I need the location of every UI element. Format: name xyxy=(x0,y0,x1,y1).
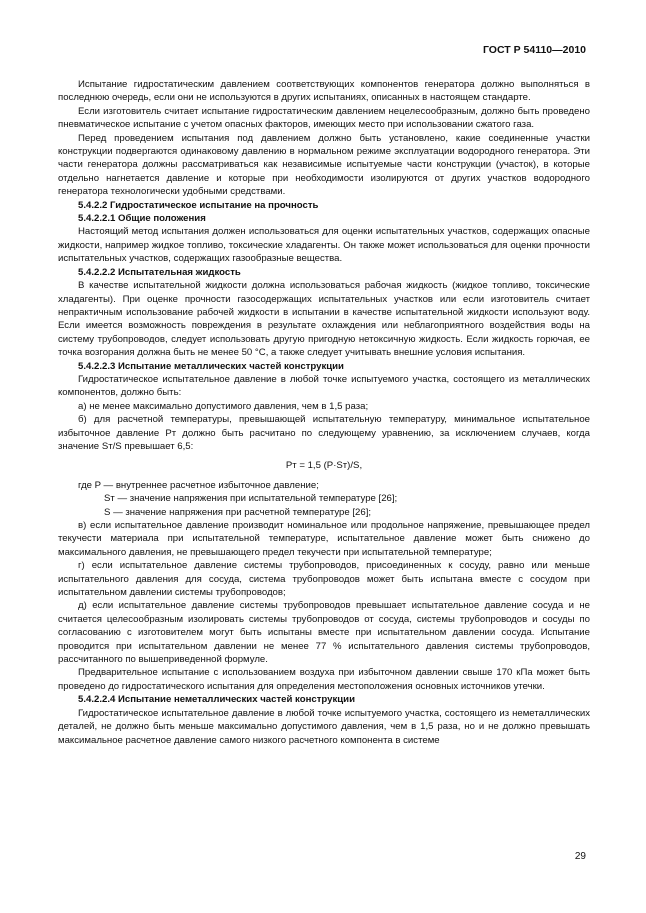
section-heading: 5.4.2.2.1 Общие положения xyxy=(78,213,206,225)
section-heading: 5.4.2.2 Гидростатическое испытание на прочность xyxy=(78,199,319,211)
paragraph: Предварительное испытание с использованием воздуха при избыточном давлении свыше 170 кПа может быть проведено до гидростатического испытания для определения местоположения основных источников утечки. xyxy=(58,667,590,692)
paragraph: Sт — значение напряжения при испытательной температуре [26]; xyxy=(104,493,398,505)
paragraph: S — значение напряжения при расчетной температуре [26]; xyxy=(104,506,372,518)
formula: Pт = 1,5 (P·Sт)/S, xyxy=(285,460,363,472)
document-header: ГОСТ Р 54110—2010 xyxy=(482,44,586,56)
paragraph: б) для расчетной температуры, превышающей испытательную температуру, минимальное испытательное избыточное давление Pт должно быть расчитано по следующему уравнению, за исключением случаев, когда значение Sт/S превышает 6,5: xyxy=(58,414,590,452)
paragraph: где P — внутреннее расчетное избыточное давление; xyxy=(78,479,319,491)
paragraph: а) не менее максимально допустимого давления, чем в 1,5 раза; xyxy=(78,400,369,412)
paragraph: в) если испытательное давление производит номинальное или продольное напряжение, превышающее предел текучести материала при испытательной температуре, испытательное давление может быть снижено до максимального давления, не превышающего предел текучести при испытательной температуре; xyxy=(58,520,590,558)
paragraph: Испытание гидростатическим давлением соответствующих компонентов генератора должно выполняться в последнюю очередь, если они не используются в других испытаниях, описанных в настоящем стандарте. xyxy=(58,79,590,104)
paragraph: Гидростатическое испытательное давление в любой точке испытуемого участка, состоящего из металлических компонентов, должно быть: xyxy=(58,373,590,399)
section-heading: 5.4.2.2.3 Испытание металлических частей конструкции xyxy=(78,360,344,372)
document-body xyxy=(58,78,590,747)
paragraph: д) если испытательное давление системы трубопроводов превышает испытательное давление сосуда и не считается целесообразным изолировать системы трубопроводов от сосуда, системы трубопроводов и сосуды по согласованию с изготовителем могут быть испытаны вместе при испытательном давлении сосуда. Испытание проводится при испытательном давлении не менее 77 % испытательного давления системы трубопроводов, рассчитанного по вышеприведенной формуле. xyxy=(58,600,590,666)
paragraph: г) если испытательное давление системы трубопроводов, присоединенных к сосуду, равно или меньше испытательного давления для сосуда, система трубопроводов может быть испытана вместе с сосудом при испытательном давлении системы трубопроводов; xyxy=(58,560,590,599)
paragraph: Если изготовитель считает испытание гидростатическим давлением нецелесообразным, должно быть проведено пневматическое испытание с учетом опасных факторов, имеющих место при использовании сжатого газа. xyxy=(58,105,590,131)
section-heading: 5.4.2.2.4 Испытание неметаллических частей конструкции xyxy=(78,694,355,706)
paragraph: Настоящий метод испытания должен использоваться для оценки испытательных участков, содержащих опасные жидкости, например жидкое топливо, токсические хладагенты. Он также может использоваться для оценки прочности испытательных участков, содержащих газообразные вещества. xyxy=(58,226,590,265)
page-number: 29 xyxy=(574,851,586,862)
paragraph: Гидростатическое испытательное давление в любой точке испытуемого участка, состоящего из неметаллических деталей, не должно быть меньше максимально допустимого давления, чем в 1,5 раза, но и не должно превышать максимальное расчетное давление самого низкого расчетного компонента в системе xyxy=(58,707,590,746)
paragraph: В качестве испытательной жидкости должна использоваться рабочая жидкость (жидкое топливо, токсические хладагенты). При оценке прочности газосодержащих испытательных участков или если изготовитель считает непрактичным использование рабочей жидкости в испытании в качестве испытательной жидкости используют воду. Если имеется возможность повреждения в результате охлаждения или неблагоприятного воздействия воды на систему трубопроводов, следует использовать другую пригодную нетоксичную жидкость. Если жидкость горючая, ее точка возгорания должна быть не менее 50 °С, а также следует учитывать внешние условия испытания. xyxy=(58,280,590,359)
section-heading: 5.4.2.2.2 Испытательная жидкость xyxy=(78,266,241,278)
paragraph: Перед проведением испытания под давлением должно быть установлено, какие соединенные участки конструкции подвергаются одинаковому давлению в нормальном режиме эксплуатации водородного генератора. Эти части генератора должны рассматриваться как независимые испытуемые части конструкции (участок), в которые отдельно нагнетается давление и которые при необходимости изолируются от других участков водородного генератора технологически удобными средствами. xyxy=(58,132,590,198)
